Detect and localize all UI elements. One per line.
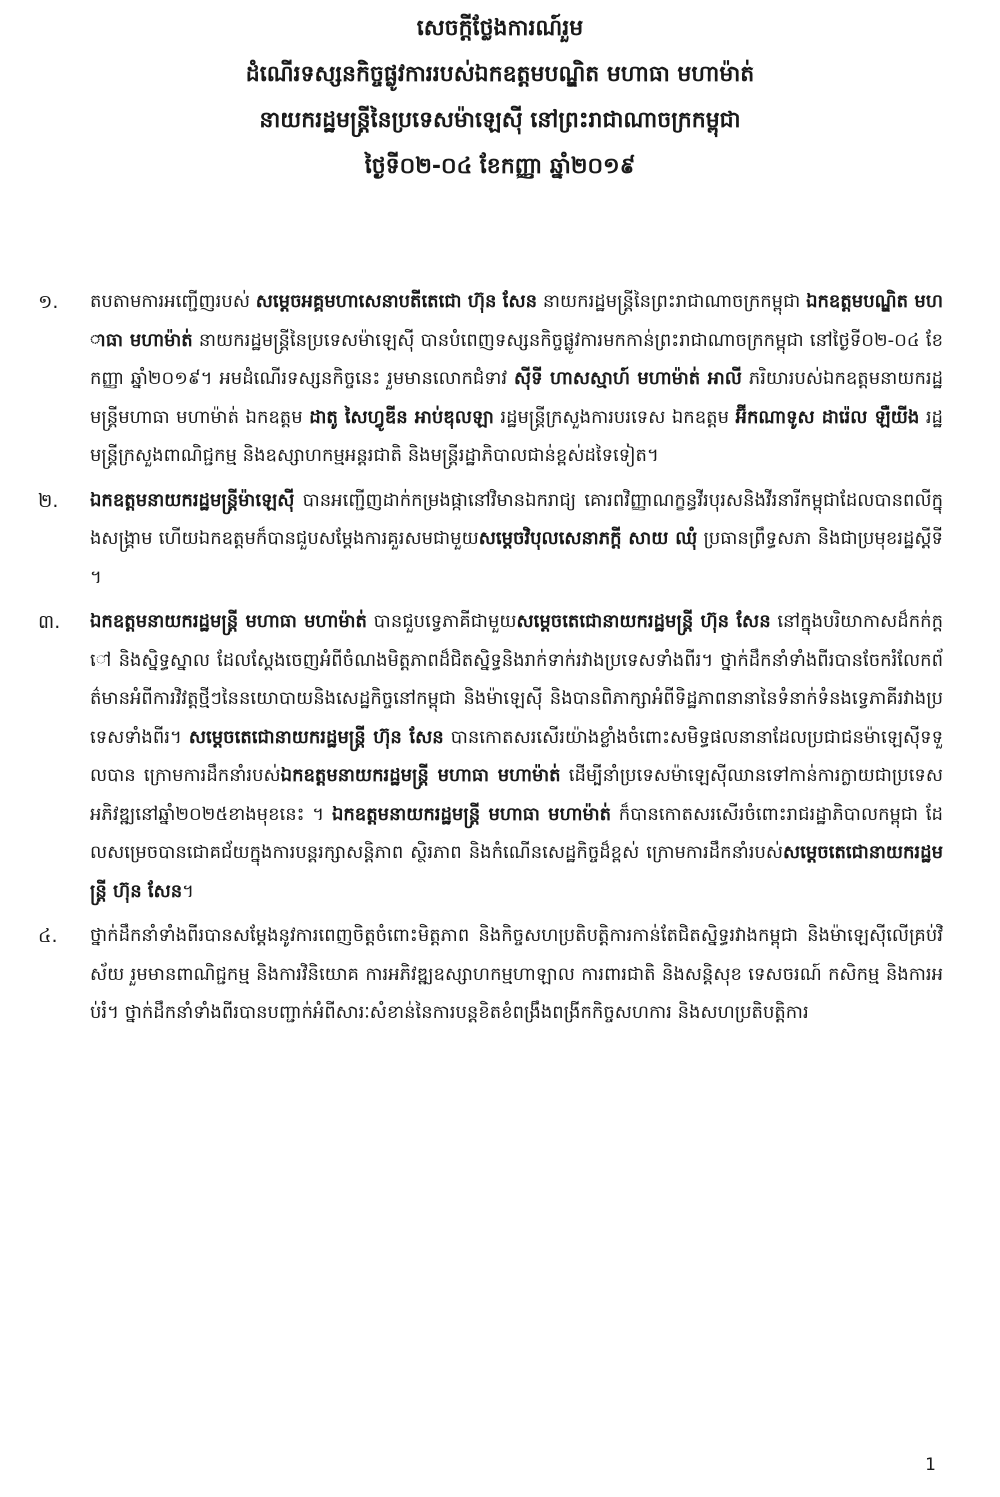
statement-item xyxy=(38,283,943,476)
text-segment: បានអញ្ជើញដាក់កម្រងផ្កានៅវិមានឯករាជ្យ គោរពវិញ្ញាណក្ខន្ធវីរបុរសនិងវីរនារីកម្ពុជាដែលបានពលីក្នុងសង្គ្រាម ហើយឯកឧត្តមក៏បានជួបសម្តែងការគួរសមជាមួយ xyxy=(90,489,943,549)
text-segment: ក៏បានកោតសរសើរចំពោះរាជរដ្ឋាភិបាលកម្ពុជា ដែលសម្រេចបានជោគជ័យក្នុងការបន្តរក្សាសន្តិភាព ស្ថិរភាព និងកំណើនសេដ្ឋកិច្ចដ៏ខ្ពស់ ក្រោមការដឹកនាំរបស់ xyxy=(90,803,943,863)
document-header xyxy=(60,6,940,190)
item-paragraph xyxy=(90,482,943,598)
text-segment: ភរិយារបស់ឯកឧត្តមនាយករដ្ឋមន្ត្រីមហាធា មហាម៉ាត់ ឯកឧត្តម xyxy=(90,368,944,428)
text-segment: នាយករដ្ឋមន្ត្រីនៃព្រះរាជាណាចក្រកម្ពុជា xyxy=(537,291,807,312)
bold-name-segment: សម្តេចអគ្គមហាសេនាបតីតេជោ ហ៊ុន សែន xyxy=(255,291,538,312)
item-number: ២. xyxy=(38,489,59,512)
text-segment: រដ្ឋមន្ត្រីក្រសួងការបរទេស ឯកឧត្តម xyxy=(493,406,736,428)
bold-name-segment: សម្តេចតេជោនាយករដ្ឋមន្ត្រី ហ៊ុន សែន xyxy=(188,726,444,748)
text-segment: រដ្ឋមន្ត្រីក្រសួងពាណិជ្ជកម្ម និងឧស្សាហកម្មអន្តរជាតិ និងមន្ត្រីរដ្ឋាភិបាលជាន់ខ្ពស់ដទៃទៀត។ xyxy=(90,406,943,466)
statement-body xyxy=(38,283,943,1039)
header-date: ថ្ងៃទី០២-០៤ ខែកញ្ញា ឆ្នាំ២០១៩ xyxy=(364,154,636,179)
text-segment: តបតាមការអញ្ជើញរបស់ xyxy=(90,291,256,312)
statement-item xyxy=(38,603,943,911)
bold-name-segment: ឯកឧត្តមនាយករដ្ឋមន្ត្រី មហាធា មហាម៉ាត់ xyxy=(331,803,612,825)
text-segment: នៅក្នុងបរិយាកាសដ៏កក់ក្តៅ និងស្និទ្ធស្នាល ដែលស្តែងចេញអំពីចំណងមិត្តភាពដ៏ជិតស្និទ្ធនិងរាក់ទាក់រវាងប្រទេសទាំងពីរ។ ថ្នាក់ដឹកនាំទាំងពីរបានចែករំលែកព័ត៌មានអំពីការវិវត្តថ្មីៗនៃនយោបាយនិងសេដ្ឋកិច្ចនៅកម្ពុជា និងម៉ាឡេស៊ី និងបានពិភាក្សាអំពីទិដ្ឋភាពនានានៃទំនាក់ទំនងទ្វេភាគីរវាងប្រទេសទាំងពីរ។ xyxy=(90,611,944,748)
bold-name-segment: ឯកឧត្តមនាយករដ្ឋមន្ត្រី មហាធា មហាម៉ាត់ xyxy=(280,765,561,786)
text-segment: បានកោតសរសើរយ៉ាងខ្លាំងចំពោះសមិទ្ធផលនានាដែលប្រជាជនម៉ាឡេស៊ីទទួលបាន ក្រោមការដឹកនាំរបស់ xyxy=(90,726,944,786)
text-segment: នាយករដ្ឋមន្ត្រីនៃប្រទេសម៉ាឡេស៊ី បានបំពេញទស្សនកិច្ចផ្លូវការមកកាន់ព្រះរាជាណាចក្រកម្ពុជា នៅថ្ងៃទី០២-០៤ ខែកញ្ញា ឆ្នាំ២០១៩។ អមដំណើរទស្សនកិច្ចនេះ រួមមានលោកជំទាវ xyxy=(90,329,944,389)
text-segment: ប្រធានព្រឹទ្ធសភា និងជាប្រមុខរដ្ឋស្តីទី។ xyxy=(90,528,943,588)
statement-item xyxy=(38,482,943,598)
page-number: 1 xyxy=(925,1455,936,1475)
text-segment: ។ xyxy=(182,880,195,902)
item-number: ៤. xyxy=(38,925,58,947)
bold-name-segment: ឯកឧត្តមនាយករដ្ឋមន្ត្រីម៉ាឡេស៊ី xyxy=(90,489,295,511)
statement-item xyxy=(38,917,943,1033)
bold-name-segment: ឯកឧត្តមនាយករដ្ឋមន្ត្រី មហាធា មហាម៉ាត់ xyxy=(90,611,367,632)
text-segment: ដើម្បីនាំប្រទេសម៉ាឡេស៊ីឈានទៅកាន់ការក្លាយជាប្រទេសអភិវឌ្ឍនៅឆ្នាំ២០២៥ខាងមុខនេះ ។ xyxy=(90,765,943,825)
bold-name-segment: អ៊ីកណាទូស ដារ៉េល ឡឺយីង xyxy=(735,406,920,428)
item-number: ១. xyxy=(38,291,59,313)
header-title: សេចក្តីថ្លែងការណ៍រួម xyxy=(416,16,584,41)
bold-name-segment: សម្តេចតេជោនាយករដ្ឋមន្ត្រី ហ៊ុន សែន xyxy=(516,611,771,632)
bold-name-segment: សម្តេចវិបុលសេនាភក្តី សាយ ឈុំ xyxy=(478,528,698,549)
bold-name-segment: សម្តេចតេជោនាយករដ្ឋមន្ត្រី ហ៊ុន សែន xyxy=(90,842,943,902)
item-paragraph xyxy=(90,283,943,476)
bold-name-segment: ឯកឧត្តមបណ្ឌិត មហាធា មហាម៉ាត់ xyxy=(90,291,943,351)
item-number: ៣. xyxy=(38,611,61,633)
item-paragraph xyxy=(90,917,943,1033)
item-paragraph xyxy=(90,603,943,911)
text-segment: បានជួបទ្វេភាគីជាមួយ xyxy=(366,611,517,632)
header-subtitle-location: នាយករដ្ឋមន្ត្រីនៃប្រទេសម៉ាឡេស៊ី នៅព្រះរាជាណាចក្រកម្ពុជា xyxy=(259,108,741,133)
header-subtitle-visit: ដំណើរទស្សនកិច្ចផ្លូវការរបស់ឯកឧត្តមបណ្ឌិត មហាធា មហាម៉ាត់ xyxy=(245,62,755,87)
text-segment: ថ្នាក់ដឹកនាំទាំងពីរបានសម្តែងនូវការពេញចិត្តចំពោះមិត្តភាព និងកិច្ចសហប្រតិបត្តិការកាន់តែជិតស្និទ្ធរវាងកម្ពុជា និងម៉ាឡេស៊ីលើគ្រប់វិស័យ រួមមានពាណិជ្ជកម្ម និងការវិនិយោគ ការអភិវឌ្ឍឧស្សាហកម្មហាឡាល ការពារជាតិ និងសន្តិសុខ ទេសចរណ៍ កសិកម្ម និងការអប់រំ។ ថ្នាក់ដឹកនាំទាំងពីរបានបញ្ជាក់អំពីសារៈសំខាន់នៃការបន្តខិតខំពង្រឹងពង្រីកកិច្ចសហការ និងសហប្រតិបត្តិការ xyxy=(90,925,943,1023)
bold-name-segment: ដាតូ សៃហ្វូឌីន អាប់ឌុលឡា xyxy=(309,406,494,428)
bold-name-segment: ស៊ីទី ហាសស្មាហ៍ មហាម៉ាត់ អាលី xyxy=(514,368,742,389)
